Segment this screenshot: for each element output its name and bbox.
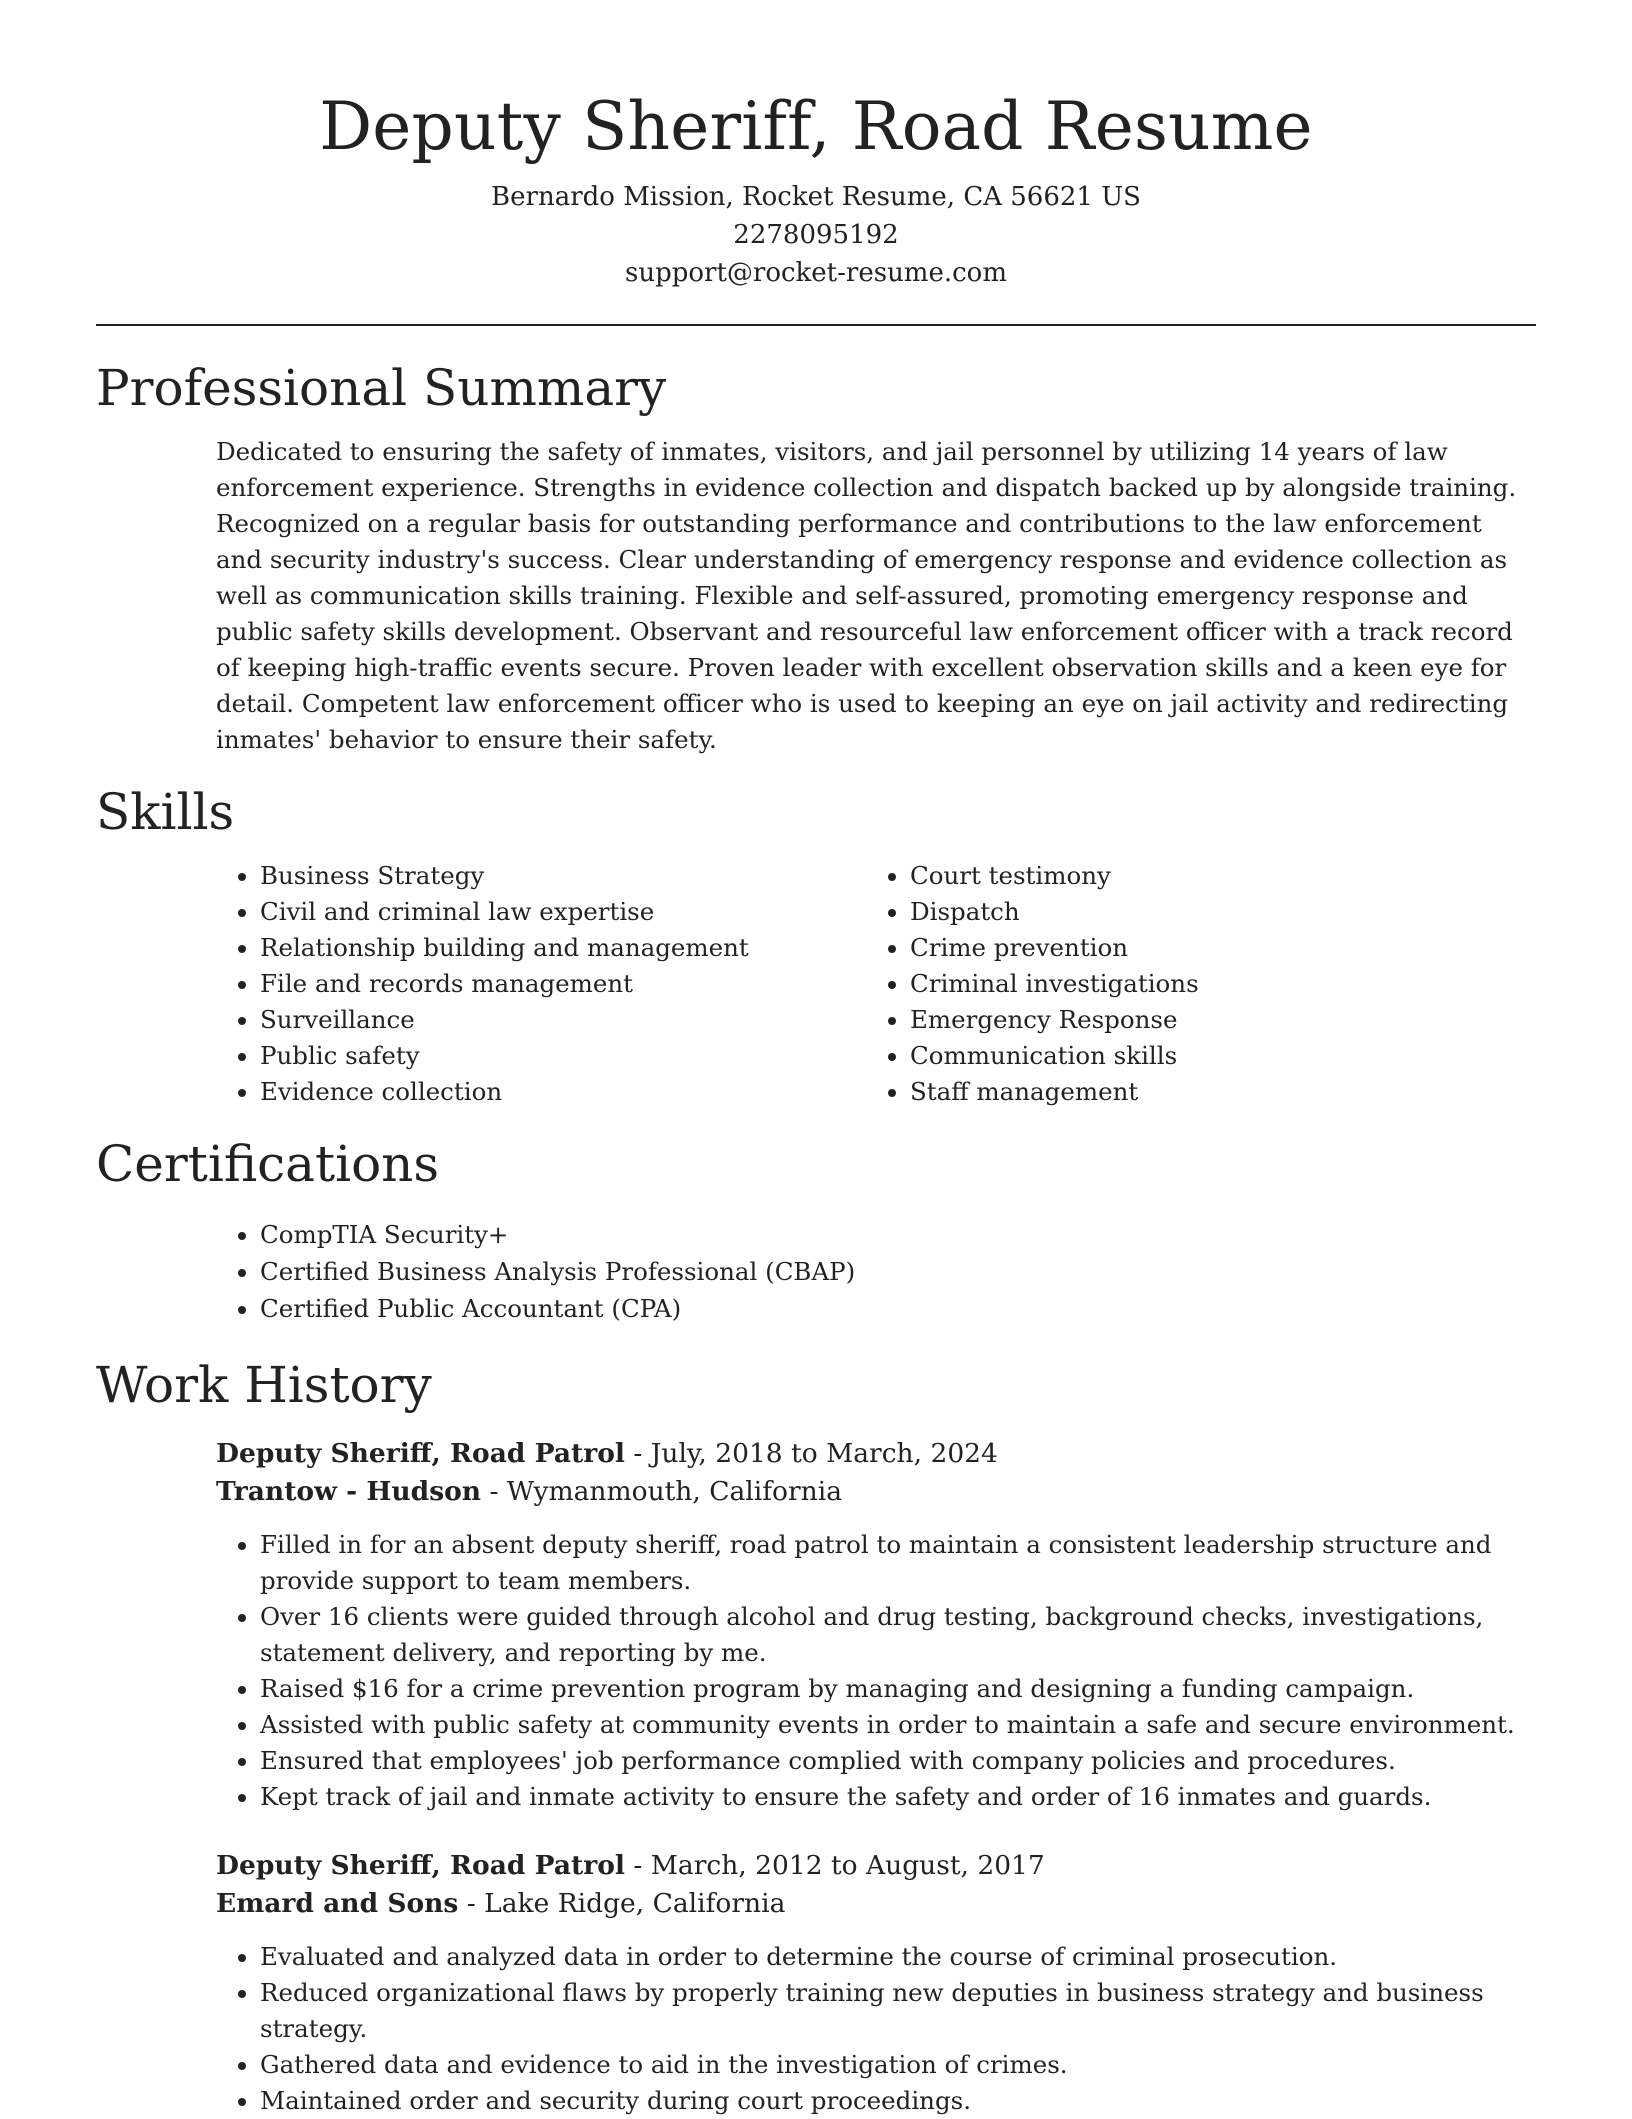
section-heading-summary: Professional Summary [96, 359, 667, 417]
skill-item: • Public safety [260, 1038, 866, 1074]
contact-phone: 2278095192 [733, 220, 899, 250]
job-bullet: • Gathered data and evidence to aid in the investigation of crimes. [260, 2047, 1546, 2083]
job-bullet: • Ensured that employees' job performance complied with company policies and procedures. [260, 1743, 1546, 1779]
skill-item: • File and records management [260, 966, 866, 1002]
job-company-line [216, 1885, 1546, 1923]
job-bullet: • Over 16 clients were guided through alcohol and drug testing, background checks, investigations, statement delivery, and reporting by me. [260, 1599, 1546, 1671]
skill-item: • Surveillance [260, 1002, 866, 1038]
job-bullet: • Reduced organizational flaws by properly training new deputies in business strategy and business strategy. [260, 1975, 1546, 2047]
certification-item: • Certified Business Analysis Professional (CBAP) [260, 1253, 1536, 1290]
summary-text: Dedicated to ensuring the safety of inmates, visitors, and jail personnel by utilizing 14 years of law enforcement experience. Strengths in evidence collection and dispatch backed up by alongside training. Recognized on a regular basis for outstanding performance and contributions to the law enforcement and security industry's success. Clear understanding of emergency response and evidence collection as well as communication skills training. Flexible and self-assured, promoting emergency response and public safety skills development. Observant and resourceful law enforcement officer with a track record of keeping high-traffic events secure. Proven leader with excellent observation skills and a keen eye for detail. Competent law enforcement officer who is used to keeping an eye on jail activity and redirecting inmates' behavior to ensure their safety. [216, 437, 1517, 754]
resume-title: Deputy Sheriff, Road Resume [319, 88, 1313, 165]
contact-email: support@rocket-resume.com [624, 258, 1007, 288]
job-title-line [216, 1435, 1546, 1473]
skill-item: • Criminal investigations [910, 966, 1516, 1002]
skills-list-left [216, 858, 866, 1110]
job-company-line [216, 1473, 1546, 1511]
job-role: Deputy Sheriff, Road Patrol [216, 1438, 625, 1469]
job-bullet: • Maintained order and security during court proceedings. [260, 2083, 1546, 2119]
job-bullet: • Assisted with public safety at community events in order to maintain a safe and secure environment. [260, 1707, 1546, 1743]
job-role: Deputy Sheriff, Road Patrol [216, 1850, 625, 1881]
skill-item: • Business Strategy [260, 858, 866, 894]
skills-columns [216, 858, 1536, 1110]
job-dates: - July, 2018 to March, 2024 [624, 1438, 998, 1469]
skill-item: • Dispatch [910, 894, 1516, 930]
section-heading-work-history: Work History [96, 1356, 432, 1414]
section-heading-certifications: Certifications [96, 1135, 440, 1193]
contact-address: Bernardo Mission, Rocket Resume, CA 56621 US [491, 182, 1141, 212]
certification-item: • Certified Public Accountant (CPA) [260, 1290, 1536, 1327]
job-entry [216, 1847, 1546, 2119]
job-entry [216, 1435, 1546, 1815]
skill-item: • Evidence collection [260, 1074, 866, 1110]
job-company: Trantow - Hudson [216, 1476, 482, 1507]
section-heading-skills: Skills [96, 783, 235, 841]
skill-item: • Court testimony [910, 858, 1516, 894]
skills-list-right [866, 858, 1516, 1110]
skill-item: • Crime prevention [910, 930, 1516, 966]
job-bullet: • Kept track of jail and inmate activity to ensure the safety and order of 16 inmates and guards. [260, 1779, 1546, 1815]
skill-item: • Civil and criminal law expertise [260, 894, 866, 930]
job-dates: - March, 2012 to August, 2017 [624, 1850, 1045, 1881]
job-bullet: • Evaluated and analyzed data in order to determine the course of criminal prosecution. [260, 1939, 1546, 1975]
skill-item: • Relationship building and management [260, 930, 866, 966]
header-divider [96, 324, 1536, 326]
skill-item: • Emergency Response [910, 1002, 1516, 1038]
skill-item: • Staff management [910, 1074, 1516, 1110]
certifications-list [216, 1216, 1536, 1327]
certification-item: • CompTIA Security+ [260, 1216, 1536, 1253]
job-title-line [216, 1847, 1546, 1885]
job-bullets [216, 1527, 1546, 1815]
job-bullet: • Filled in for an absent deputy sheriff, road patrol to maintain a consistent leadership structure and provide support to team members. [260, 1527, 1546, 1599]
job-bullet: • Raised $16 for a crime prevention program by managing and designing a funding campaign. [260, 1671, 1546, 1707]
job-bullets [216, 1939, 1546, 2119]
contact-info [96, 178, 1536, 292]
resume-page [96, 0, 1536, 2119]
skill-item: • Communication skills [910, 1038, 1516, 1074]
job-location: - Wymanmouth, California [481, 1476, 843, 1507]
job-company: Emard and Sons [216, 1888, 459, 1919]
job-location: - Lake Ridge, California [458, 1888, 786, 1919]
